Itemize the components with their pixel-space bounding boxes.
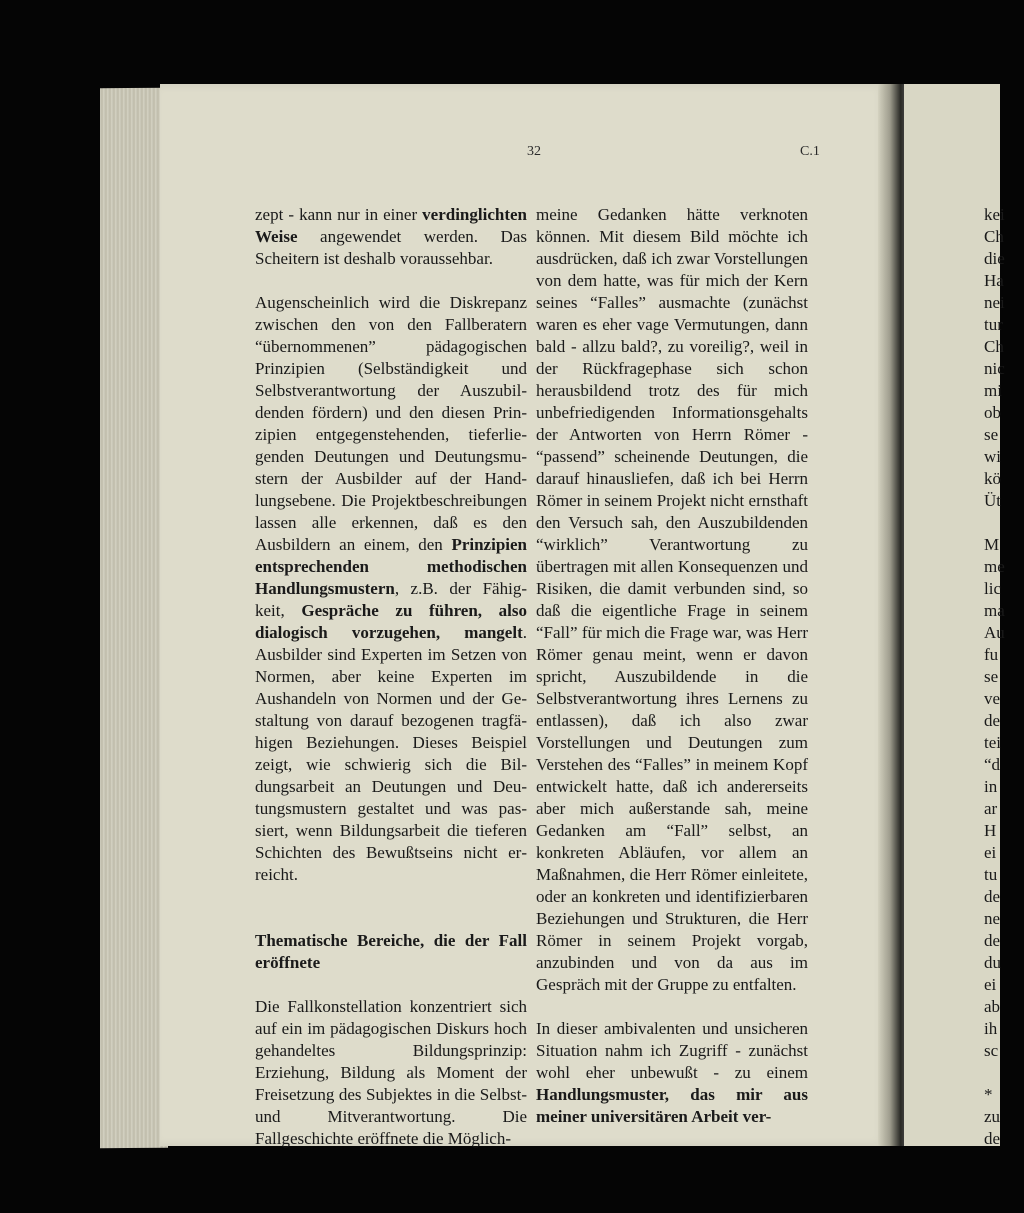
- paragraph: meine Gedanken hätte verknoten können. Mit diesem Bild möchte ich ausdrücken, daß ich zwar Vorstellungen von dem hatte, was für mich der Kern seines “Falles” ausmachte (zunächst waren es eher vage Vermutungen, dann bald - allzu bald?, zu voreilig?, weil in der Rückfragephase sich schon herausbildend trotz des für mich unbefriedigenden Informationsgehalts der Antworten von Herrn Römer - “passend” scheinende Deutungen, die darauf hinausliefen, daß ich bei Herrn Römer in seinem Projekt nicht ernsthaft den Versuch sah, den Auszubildenden “wirklich” Verantwortung zu übertragen mit allen Konsequenzen und Risiken, die damit verbunden sind, so daß die eigentliche Frage in seinem “Fall” für mich die Frage war, was Herr Römer genau meint, wenn er davon spricht, Auszubildende in die Selbstverantwortung ihres Lernens zu entlassen), daß ich also zwar Vorstellungen und Deutungen zum Verstehen des “Falles” in meinem Kopf entwickelt hatte, daß ich andererseits aber mich außerstande sah, meine Gedanken am “Fall” selbst, an konkreten Abläufen, vor allem an Maßnahmen, die Herr Römer einleitete, oder an konkreten und identifizierbaren Beziehungen und Strukturen, die Herr Römer in seinem Projekt vorgab, anzubinden und von da aus im Gespräch mit der Gruppe zu entfalten.: [536, 205, 808, 994]
- next-page-line: fu: [984, 645, 999, 664]
- paragraph: [255, 292, 527, 886]
- next-page-line: *: [984, 1085, 993, 1104]
- next-page-line: Ch: [984, 227, 1004, 246]
- page-number: 32: [527, 144, 541, 159]
- section-label: C.1: [800, 144, 820, 159]
- next-page-line: ob: [984, 403, 1001, 422]
- next-page-line: nic: [984, 359, 1005, 378]
- next-page-line: “d: [984, 755, 1001, 774]
- next-page-line: nei: [984, 293, 1005, 312]
- bold-text: Handlungsmuster, das mir aus meiner universitären Arbeit ver-: [536, 1085, 808, 1126]
- next-page-line: ve: [984, 689, 1001, 708]
- next-page-line: tei: [984, 733, 1001, 752]
- section-heading: Thematische Bereiche, die der Fall eröffnete: [255, 931, 527, 972]
- next-page-line: tu: [984, 865, 998, 884]
- next-page-line: kö: [984, 469, 1001, 488]
- next-page-line: se: [984, 425, 999, 444]
- bold-text: Gespräche zu führen, also dialogisch vorzugehen, mangelt: [255, 601, 528, 642]
- next-page-line: se: [984, 667, 999, 686]
- next-page-line: de: [984, 711, 1001, 730]
- paragraph: [536, 1018, 808, 1128]
- next-page-line: ma: [984, 601, 1005, 620]
- next-page-line: ei: [984, 843, 997, 862]
- next-page-line: tur: [984, 315, 1003, 334]
- next-page-line: [984, 512, 1024, 534]
- next-page-line: du: [984, 953, 1001, 972]
- next-page-line: Üt: [984, 491, 1001, 510]
- text-run: zept - kann nur in einer: [255, 205, 423, 224]
- next-page-line: de: [984, 1129, 1001, 1148]
- next-page-line: H: [984, 821, 997, 840]
- right-column: [536, 204, 808, 1128]
- next-page-line: in: [984, 777, 998, 796]
- next-page-line: ne: [984, 909, 1001, 928]
- next-page-line: me: [984, 557, 1005, 576]
- next-page-line: lic: [984, 579, 1001, 598]
- text-run: angewendet werden. Das Scheitern ist deshalb voraussehbar.: [255, 227, 527, 268]
- next-page-line: Ch: [984, 337, 1004, 356]
- next-page-line: zu: [984, 1107, 1001, 1126]
- next-page-line: Au: [984, 623, 1005, 642]
- next-page-line: Ha: [984, 271, 1004, 290]
- next-page-line: ih: [984, 1019, 998, 1038]
- next-page-line: mi: [984, 381, 1002, 400]
- text-run: Augenscheinlich wird die Diskrepanz zwischen den von den Fallberatern “übernommenen” pädagogischen Prinzipien (Selbständigkeit und Selbstverantwortung der Auszubildenden fördern) und den diesen Prinzipien entgegenstehenden, tieferliegenden Deutungen und Deutungsmustern der Ausbilder auf der Handlungsebene. Die Projektbeschreibungen lassen alle erkennen, daß es den Ausbildern an einem, den: [255, 293, 527, 554]
- next-page-line: M: [984, 535, 1000, 554]
- paragraph: Die Fallkonstellation konzentriert sich auf ein im pädagogischen Diskurs hoch gehandeltes Bildungsprinzip: Erziehung, Bildung als Moment der Freisetzung des Subjektes in die Selbst- und Mitverantwortung. Die Fallgeschichte eröffnete die Möglich-: [255, 997, 527, 1148]
- bold-text: verdinglichten Weise: [255, 205, 527, 246]
- next-page-line: kei: [984, 205, 1005, 224]
- left-column: [255, 204, 527, 1150]
- next-page-line: de: [984, 887, 1001, 906]
- text-run: , z.B. der Fähigkeit,: [255, 579, 527, 620]
- next-page-line: sc: [984, 1041, 999, 1060]
- text-run: In dieser ambivalenten und unsicheren Situation nahm ich Zugriff - zunächst wohl eher unbewußt - zu einem: [536, 1019, 808, 1082]
- next-page-text: [984, 204, 1024, 1150]
- next-page-line: die: [984, 249, 1005, 268]
- next-page-line: ar: [984, 799, 998, 818]
- bold-text: Prinzipien entsprechenden methodischen Handlungsmustern: [255, 535, 527, 598]
- paragraph: [255, 204, 527, 270]
- next-page-line: ei: [984, 975, 997, 994]
- next-page-line: wi: [984, 447, 1001, 466]
- next-page-line: de: [984, 931, 1001, 950]
- next-page-line: ab: [984, 997, 1001, 1016]
- page-edge: [100, 88, 168, 1149]
- text-run: . Ausbilder sind Experten im Setzen von Normen, aber keine Experten im Aushandeln von Normen und der Gestaltung von darauf bezogenen tragfähigen Beziehungen. Dieses Beispiel zeigt, wie schwierig sich die Bildungsarbeit an Deutungen und Deutungsmustern gestaltet und was passiert, wenn Bildungsarbeit die tieferen Schichten des Bewußtseins nicht erreicht.: [255, 623, 527, 884]
- next-page-line: [984, 1062, 1024, 1084]
